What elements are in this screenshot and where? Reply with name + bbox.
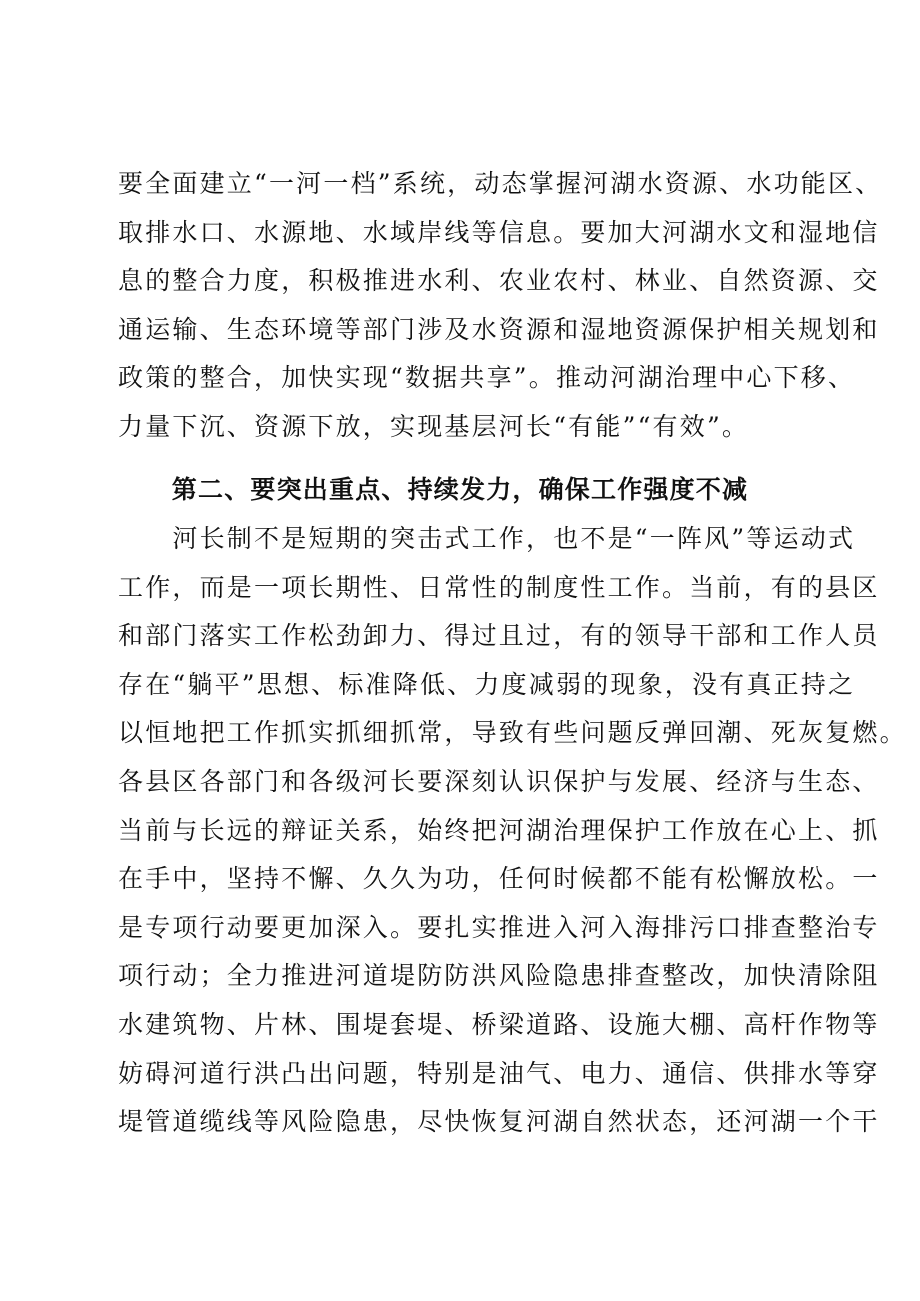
paragraph-1 [118, 160, 883, 452]
text-line: 和部门落实工作松劲卸力、得过且过，有的领导干部和工作人员 [118, 621, 880, 651]
paragraph-2 [118, 515, 907, 1147]
text-line: 以恒地把工作抓实抓细抓常，导致有些问题反弹回潮、死灰复燃。 [118, 718, 907, 748]
text-line: 是专项行动要更加深入。要扎实推进入河入海排污口排查整治专 [118, 912, 880, 942]
text-line: 要全面建立“一河一档”系统，动态掌握河湖水资源、水功能区、 [118, 169, 883, 198]
text-line: 在手中，坚持不懈、久久为功，任何时候都不能有松懈放松。一 [118, 864, 880, 894]
text-line: 力量下沉、资源下放，实现基层河长“有能”“有效”。 [118, 411, 750, 441]
text-line: 政策的整合，加快实现“数据共享”。推动河湖治理中心下移、 [118, 363, 856, 393]
text-line: 各县区各部门和各级河长要深刻认识保护与发展、经济与生态、 [118, 766, 880, 796]
text-line: 项行动；全力推进河道堤防防洪风险隐患排查整改，加快清除阻 [118, 961, 880, 991]
text-line: 当前与长远的辩证关系，始终把河湖治理保护工作放在心上、抓 [118, 815, 880, 845]
text-line: 息的整合力度，积极推进水利、农业农村、林业、自然资源、交 [118, 266, 880, 296]
text-line: 堤管道缆线等风险隐患，尽快恢复河湖自然状态，还河湖一个干 [118, 1107, 880, 1137]
text-line: 取排水口、水源地、水域岸线等信息。要加大河湖水文和湿地信 [118, 217, 880, 247]
text-line: 妨碍河道行洪凸出问题，特别是油气、电力、通信、供排水等穿 [118, 1058, 880, 1088]
section-heading: 第二、要突出重点、持续发力，确保工作强度不减 [171, 475, 749, 504]
text-line: 存在“躺平”思想、标准降低、力度减弱的现象，没有真正持之 [118, 669, 856, 699]
text-line: 水建筑物、片林、围堤套堤、桥梁道路、设施大棚、高杆作物等 [118, 1009, 880, 1039]
text-line: 工作，而是一项长期性、日常性的制度性工作。当前，有的县区 [118, 572, 880, 602]
text-line: 通运输、生态环境等部门涉及水资源和湿地资源保护相关规划和 [118, 314, 880, 344]
text-line: 河长制不是短期的突击式工作，也不是“一阵风”等运动式 [118, 524, 856, 553]
